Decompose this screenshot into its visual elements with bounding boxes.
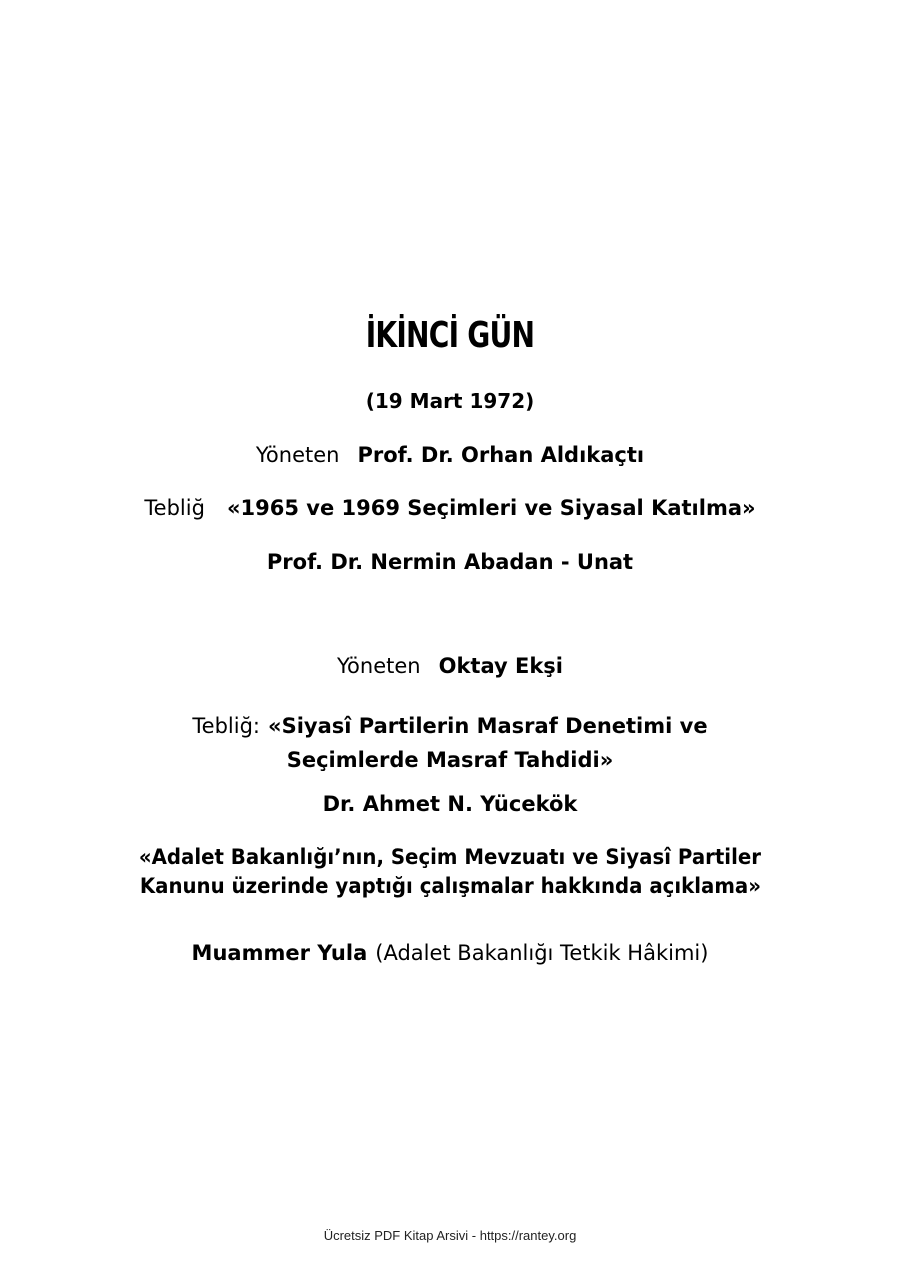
statement-line1-text: «Adalet Bakanlığı’nın, Seçim Mevzuatı ve Siyasî Partiler: [138, 845, 762, 869]
session2-moderator: Oktay Ekşi: [438, 654, 563, 678]
page-title: İKİNCİ GÜN: [365, 315, 535, 356]
session1-moderator-line: [0, 445, 900, 466]
session2-author: Dr. Ahmet N. Yücekök: [322, 792, 578, 816]
session1-paper-line: [0, 498, 900, 519]
session2-paper-line1: [0, 716, 900, 737]
session2-paper-title-line2: Seçimlerde Masraf Tahdidi»: [286, 748, 614, 772]
session2-moderator-line: [0, 656, 900, 677]
session1-paper-label: Tebliğ: [144, 496, 205, 520]
session2-paper-title-line1: «Siyasî Partilerin Masraf Denetimi ve: [268, 714, 708, 738]
session1-paper-title: «1965 ve 1969 Seçimleri ve Siyasal Katılma»: [226, 496, 756, 520]
statement-line2: [0, 876, 900, 897]
session1-author: Prof. Dr. Nermin Abadan - Unat: [266, 550, 634, 574]
session-date: (19 Mart 1972): [365, 389, 535, 413]
speaker-role: (Adalet Bakanlığı Tetkik Hâkimi): [375, 941, 709, 965]
statement-line1: [0, 847, 900, 868]
session1-moderator-label: Yöneten: [255, 443, 340, 467]
page-footer: Ücretsiz PDF Kitap Arsivi - https://rantey.org: [323, 1228, 577, 1243]
speaker-line: [0, 943, 900, 964]
session2-moderator-label: Yöneten: [337, 654, 421, 678]
speaker-name: Muammer Yula: [191, 941, 368, 965]
session1-moderator: Prof. Dr. Orhan Aldıkaçtı: [357, 443, 645, 467]
statement-line2-text: Kanunu üzerinde yaptığı çalışmalar hakkında açıklama»: [139, 874, 761, 898]
session2-paper-label: Tebliğ:: [192, 714, 260, 738]
